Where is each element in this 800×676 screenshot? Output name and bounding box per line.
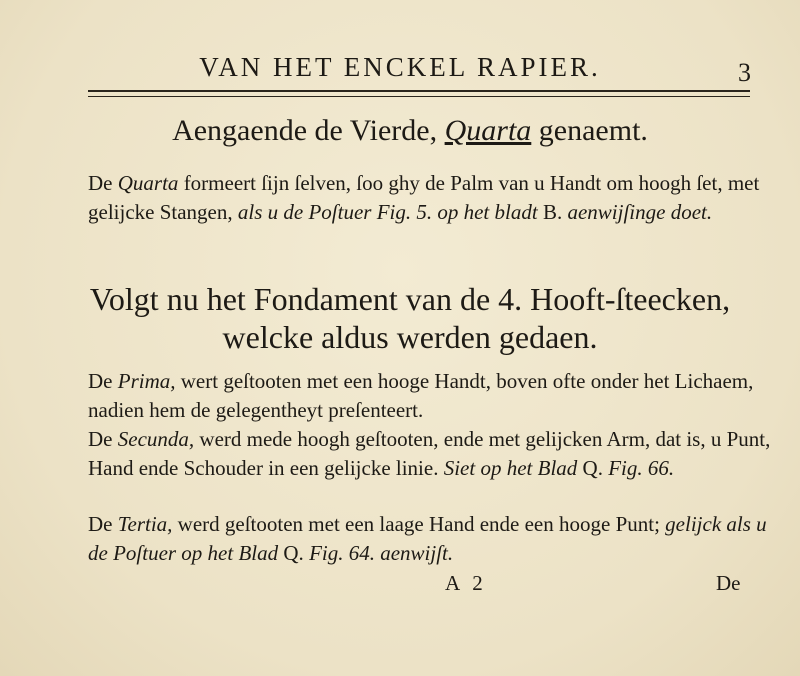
page-number: 3 [738,58,751,87]
header-rule [88,90,750,97]
para-text: formeert ſijn ſelven, ſoo ghy de Palm van u Handt om hoogh ſet, met gelijcke Stangen, [88,171,760,224]
para-text: werd mede hoogh geſtooten, ende met gelijcken Arm, dat is, u Punt, Hand ende Schouder in een gelijcke linie. [88,427,771,480]
signature-mark: A 2 [445,571,487,595]
paragraph-quarta [60,169,788,227]
para-term: Quarta [117,171,179,195]
para-reference: Siet op het Blad [443,456,578,480]
section-heading-fondament [60,280,760,356]
para-text: De [88,171,118,195]
section-heading-quarta [60,113,760,149]
para-text: De [88,427,118,451]
para-reference: gelijck als u de Poſtuer op het Blad [88,512,767,565]
para-text: werd geſtooten met een laage Hand ende een hooge Punt; [172,512,666,536]
para-text: B. [537,200,568,224]
paragraph-tertia [60,510,788,568]
para-text: De [88,369,118,393]
para-text: Q. [577,456,609,480]
para-reference: Fig. 64. aenwijſt. [309,541,454,565]
paragraph-secunda [60,425,788,483]
running-head: VAN HET ENCKEL RAPIER. [199,52,601,82]
heading-line: Volgt nu het Fondament van de 4. Hooft-ſteecken, [89,281,731,317]
catchword: De [716,571,741,595]
para-reference: aenwijſinge doet. [567,200,713,224]
para-term: Tertia, [117,512,173,536]
heading-term: Quarta [444,114,532,147]
para-reference: als u de Poſtuer Fig. 5. op het bladt [237,200,538,224]
paragraph-prima [60,367,788,425]
para-text: Q. [278,541,310,565]
heading-text: genaemt. [531,114,648,147]
para-reference: Fig. 66. [608,456,675,480]
heading-line: welcke aldus werden gedaen. [222,319,598,355]
para-text: De [88,512,118,536]
heading-text: Aengaende de Vierde, [172,114,445,147]
para-term: Secunda, [117,427,195,451]
para-text: wert geſtooten met een hooge Handt, boven ofte onder het Lichaem, nadien hem de gelegentheyt preſenteert. [88,369,754,422]
para-term: Prima, [117,369,176,393]
